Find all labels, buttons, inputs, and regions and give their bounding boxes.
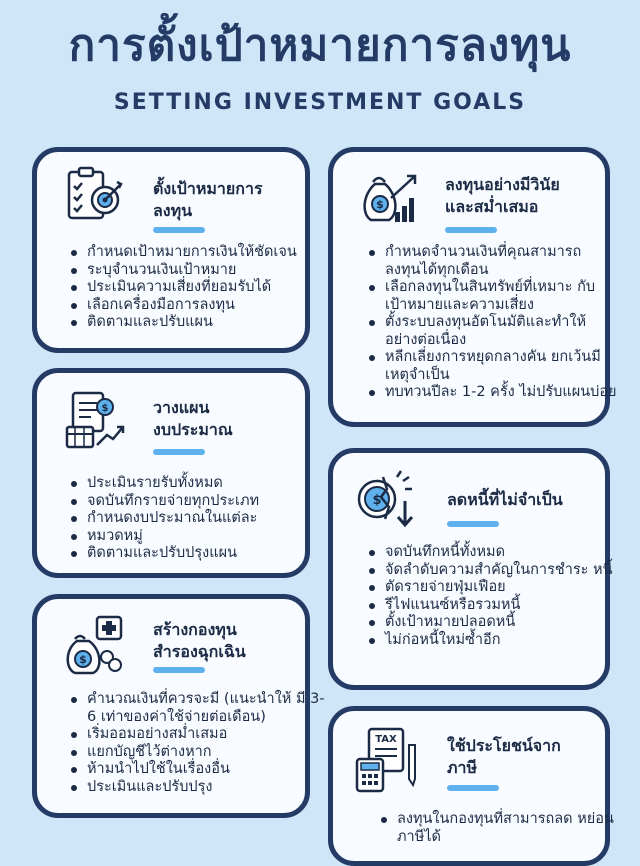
- list-item: เลือกเครื่องมือการลงทุน: [87, 297, 327, 315]
- title-accent-bar: [153, 449, 205, 455]
- bullet-list: [69, 475, 327, 563]
- svg-text:TAX: TAX: [375, 734, 397, 745]
- svg-text:$: $: [376, 198, 384, 211]
- clipboard-target-icon: [63, 164, 127, 232]
- list-item: กำหนดจำนวนเงินที่คุณสามารถ ลงทุนได้ทุกเดือน: [385, 244, 617, 279]
- list-item: ติดตามและปรับแผน: [87, 314, 327, 332]
- list-item: แยกบัญชีไว้ต่างหาก: [87, 744, 329, 762]
- card-title: ลงทุนอย่างมีวินัย และสม่ำเสมอ: [445, 175, 560, 216]
- list-item: เลือกลงทุนในสินทรัพย์ที่เหมาะ กับเป้าหมายและความเสี่ยง: [385, 279, 617, 314]
- card-set-goals: [32, 147, 310, 353]
- card-budget-planning: [32, 368, 310, 578]
- list-item: ประเมินและปรับปรุง: [87, 779, 329, 797]
- bullet-list: [69, 691, 329, 796]
- bullet-list: [367, 544, 621, 649]
- card-title: ใช้ประโยชน์จาก ภาษี: [447, 736, 561, 777]
- tax-calculator-icon: [353, 725, 419, 799]
- money-bag-growth-icon: [355, 168, 419, 236]
- svg-text:$: $: [101, 403, 109, 414]
- card-title: ลดหนี้ที่ไม่จำเป็น: [447, 490, 563, 509]
- list-item: กำหนดงบประมาณในแต่ละ: [87, 510, 327, 528]
- list-item: เริ่มออมอย่างสม่ำเสมอ: [87, 726, 329, 744]
- bullet-list: [69, 244, 327, 332]
- list-item: ห้ามนำไปใช้ในเรื่องอื่น: [87, 761, 329, 779]
- list-item: หมวดหมู่: [87, 528, 327, 546]
- card-title: วางแผน งบประมาณ: [153, 398, 233, 439]
- card-reduce-debt: [328, 448, 613, 690]
- svg-text:$: $: [372, 493, 382, 508]
- card-title: ตั้งเป้าหมายการ ลงทุน: [153, 179, 263, 220]
- bullet-list: [379, 811, 617, 846]
- list-item: ประเมินความเสี่ยงที่ยอมรับได้: [87, 279, 327, 297]
- card-emergency-fund: [32, 594, 325, 818]
- list-item: ลงทุนในกองทุนที่สามารถลด หย่อนภาษีได้: [397, 811, 617, 846]
- title-accent-bar: [153, 667, 205, 673]
- list-item: จดบันทึกรายจ่ายทุกประเภท: [87, 493, 327, 511]
- list-item: หลีกเลี่ยงการหยุดกลางคัน ยกเว้นมีเหตุจำเป็น: [385, 349, 617, 384]
- card-tax-benefits: [328, 706, 614, 866]
- list-item: จัดลำดับความสำคัญในการชำระ หนี้: [385, 562, 621, 580]
- bullet-list: [367, 244, 617, 402]
- debt-reduction-icon: [353, 467, 419, 537]
- list-item: ทบทวนปีละ 1-2 ครั้ง ไม่ปรับแผนบ่อย: [385, 384, 617, 400]
- card-title: สร้างกองทุน สำรองฉุกเฉิน: [153, 620, 246, 661]
- list-item: รีไฟแนนซ์หรือรวมหนี้: [385, 597, 621, 615]
- list-item: ประเมินรายรับทั้งหมด: [87, 475, 327, 493]
- card-invest-discipline: [328, 147, 617, 427]
- emergency-fund-icon: [61, 613, 127, 683]
- budget-planner-icon: [63, 387, 127, 455]
- list-item: ตั้งระบบลงทุนอัตโนมัติและทำให้ อย่างต่อเนื่อง: [385, 314, 617, 349]
- list-item: คำนวณเงินที่ควรจะมี (แนะนำให้ มี 3-6 เท่าของค่าใช้จ่ายต่อเดือน): [87, 691, 329, 726]
- list-item: ตัดรายจ่ายฟุ่มเฟือย: [385, 579, 621, 597]
- title-accent-bar: [447, 785, 499, 791]
- title-accent-bar: [447, 521, 499, 527]
- title-accent-bar: [153, 227, 205, 233]
- list-item: กำหนดเป้าหมายการเงินให้ชัดเจน: [87, 244, 327, 262]
- list-item: ระบุจำนวนเงินเป้าหมาย: [87, 262, 327, 280]
- page-subtitle: SETTING INVESTMENT GOALS: [113, 90, 527, 115]
- title-accent-bar: [445, 227, 497, 233]
- list-item: ติดตามและปรับปรุงแผน: [87, 545, 327, 563]
- list-item: จดบันทึกหนี้ทั้งหมด: [385, 544, 621, 562]
- svg-text:$: $: [79, 653, 87, 666]
- page-title: การตั้งเป้าหมายการลงทุน: [68, 20, 572, 71]
- list-item: ตั้งเป้าหมายปลอดหนี้: [385, 614, 621, 632]
- list-item: ไม่ก่อหนี้ใหม่ซ้ำอีก: [385, 632, 621, 650]
